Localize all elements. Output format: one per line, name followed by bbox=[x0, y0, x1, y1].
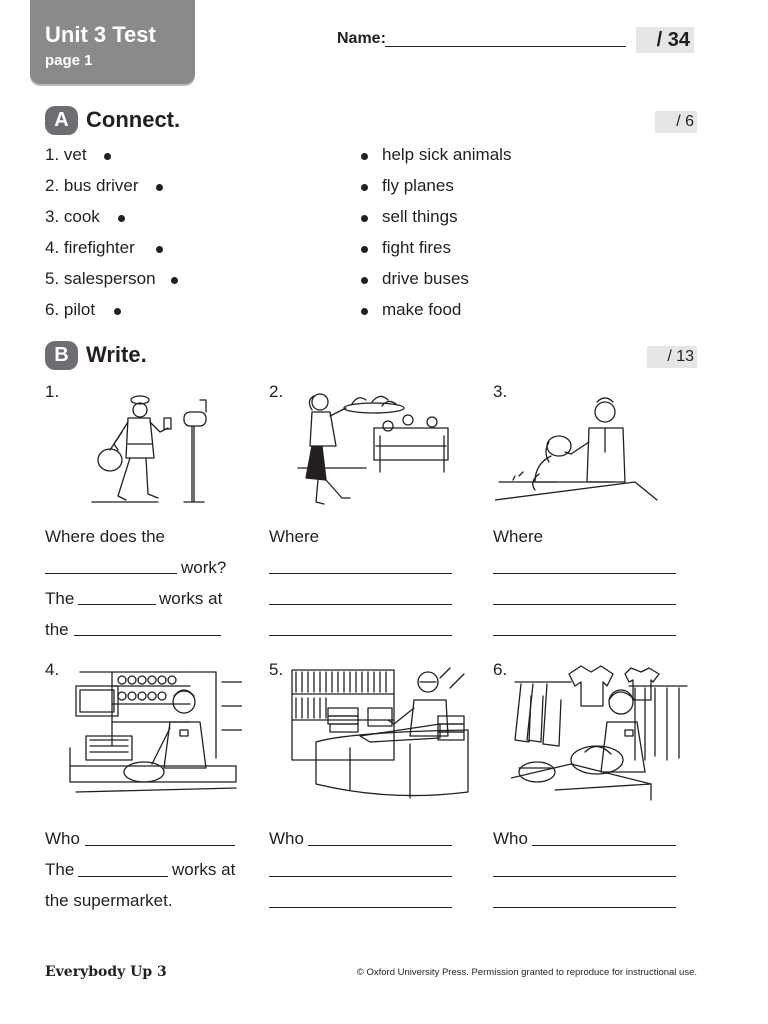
answer-line[interactable] bbox=[493, 573, 676, 574]
book-title: Everybody Up 3 bbox=[45, 964, 167, 980]
answer-line[interactable] bbox=[269, 573, 452, 574]
connect-left-item: 1. vet bbox=[45, 145, 87, 164]
connect-right-dot[interactable] bbox=[361, 153, 368, 160]
section-a-title: Connect. bbox=[86, 107, 181, 132]
waitress-restaurant-illustration bbox=[296, 386, 458, 512]
connect-right-dot[interactable] bbox=[361, 308, 368, 315]
connect-right-item: drive buses bbox=[382, 269, 469, 288]
q1-the-text: The bbox=[45, 589, 75, 608]
connect-right-item: make food bbox=[382, 300, 462, 319]
connect-right-item: sell things bbox=[382, 207, 458, 226]
answer-line[interactable] bbox=[269, 635, 452, 636]
q4-works-at-text: works at bbox=[172, 860, 236, 879]
name-label: Name: bbox=[337, 30, 386, 47]
question-number: 3. bbox=[493, 382, 508, 401]
q6-prompt: Who bbox=[493, 829, 528, 848]
question-number: 6. bbox=[493, 660, 508, 679]
answer-line[interactable] bbox=[493, 604, 676, 605]
page-label: page 1 bbox=[45, 52, 93, 69]
mail-carrier-illustration bbox=[88, 388, 230, 508]
connect-left-item: 2. bus driver bbox=[45, 176, 139, 195]
q1-works-at-text: works at bbox=[159, 589, 223, 608]
connect-left-item: 4. firefighter bbox=[45, 238, 135, 257]
q1-work-text: work? bbox=[181, 558, 227, 577]
copyright-notice: © Oxford University Press. Permission granted to reproduce for instructional use. bbox=[356, 967, 697, 978]
q1-prompt: Where does the bbox=[45, 527, 166, 546]
connect-left-dot[interactable] bbox=[114, 308, 121, 315]
question-number: 4. bbox=[45, 660, 60, 679]
connect-right-dot[interactable] bbox=[361, 184, 368, 191]
section-b-title: Write. bbox=[86, 342, 147, 367]
q4-prompt: Who bbox=[45, 829, 80, 848]
question-number: 5. bbox=[269, 660, 284, 679]
q5-prompt: Who bbox=[269, 829, 304, 848]
unit-tab bbox=[30, 0, 195, 84]
vet-with-dog-illustration bbox=[495, 392, 663, 510]
connect-left-item: 6. pilot bbox=[45, 300, 96, 319]
connect-right-item: help sick animals bbox=[382, 145, 512, 164]
answer-line[interactable] bbox=[493, 907, 676, 908]
section-b-score: / 13 bbox=[647, 346, 697, 368]
connect-left-dot[interactable] bbox=[104, 153, 111, 160]
connect-right-dot[interactable] bbox=[361, 246, 368, 253]
q4-supermarket-text: the supermarket. bbox=[45, 891, 173, 910]
section-a-score: / 6 bbox=[655, 111, 697, 133]
connect-left-dot[interactable] bbox=[156, 184, 163, 191]
connect-left-item: 3. cook bbox=[45, 207, 100, 226]
unit-title: Unit 3 Test bbox=[45, 22, 156, 47]
connect-left-dot[interactable] bbox=[156, 246, 163, 253]
section-a-badge: A bbox=[45, 106, 78, 135]
name-field-line[interactable] bbox=[385, 46, 626, 47]
salesperson-store-illustration bbox=[511, 660, 691, 810]
cashier-supermarket-illustration bbox=[66, 666, 242, 802]
total-score-box: / 34 bbox=[636, 27, 694, 53]
q3-prompt: Where bbox=[493, 527, 544, 546]
answer-line[interactable] bbox=[269, 876, 452, 877]
connect-left-item: 5. salesperson bbox=[45, 269, 156, 288]
q2-prompt: Where bbox=[269, 527, 320, 546]
question-number: 1. bbox=[45, 382, 60, 401]
answer-line[interactable] bbox=[78, 604, 156, 605]
connect-right-dot[interactable] bbox=[361, 277, 368, 284]
answer-line[interactable] bbox=[269, 907, 452, 908]
q1-the-text-2: the bbox=[45, 620, 69, 639]
question-number: 2. bbox=[269, 382, 284, 401]
connect-right-item: fight fires bbox=[382, 238, 451, 257]
connect-left-dot[interactable] bbox=[118, 215, 125, 222]
connect-right-dot[interactable] bbox=[361, 215, 368, 222]
answer-line[interactable] bbox=[74, 635, 221, 636]
answer-line[interactable] bbox=[493, 876, 676, 877]
answer-line[interactable] bbox=[493, 635, 676, 636]
answer-line[interactable] bbox=[269, 604, 452, 605]
answer-line[interactable] bbox=[308, 845, 452, 846]
answer-line[interactable] bbox=[532, 845, 676, 846]
q4-the-text: The bbox=[45, 860, 75, 879]
connect-right-item: fly planes bbox=[382, 176, 454, 195]
answer-line[interactable] bbox=[78, 876, 168, 877]
answer-line[interactable] bbox=[45, 573, 177, 574]
librarian-illustration bbox=[290, 664, 470, 808]
connect-left-dot[interactable] bbox=[171, 277, 178, 284]
answer-line[interactable] bbox=[85, 845, 235, 846]
section-b-badge: B bbox=[45, 341, 78, 370]
